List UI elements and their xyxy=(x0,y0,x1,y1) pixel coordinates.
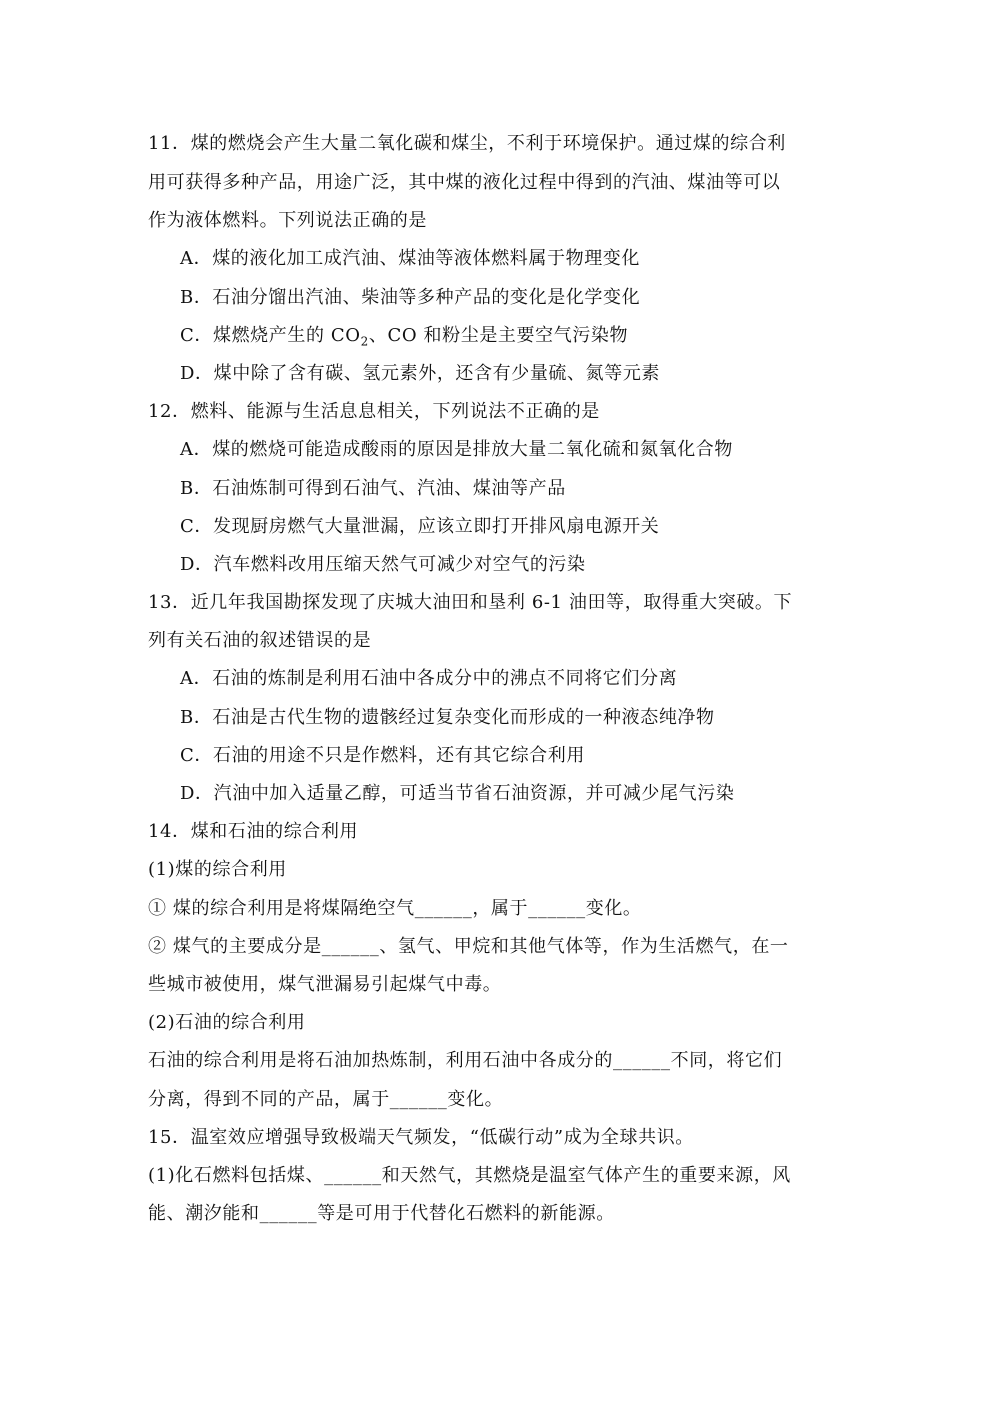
q14-part1-title: (1)煤的综合利用 xyxy=(148,859,287,880)
q14-part1-item-1: ① 煤的综合利用是将煤隔绝空气______，属于______变化。 xyxy=(148,898,642,919)
q12-option-c: C．发现厨房燃气大量泄漏，应该立即打开排风扇电源开关 xyxy=(180,516,660,537)
q11-option-b: B．石油分馏出汽油、柴油等多种产品的变化是化学变化 xyxy=(180,287,641,308)
q11-option-c-post: 、CO 和粉尘是主要空气污染物 xyxy=(368,325,629,346)
q11-stem-line-3: 作为液体燃料。下列说法正确的是 xyxy=(148,210,427,231)
q11-option-a: A．煤的液化加工成汽油、煤油等液体燃料属于物理变化 xyxy=(180,248,640,269)
q15-part1-line-1: (1)化石燃料包括煤、______和天然气，其燃烧是温室气体产生的重要来源，风 xyxy=(148,1165,791,1186)
q12-option-a: A．煤的燃烧可能造成酸雨的原因是排放大量二氧化硫和氮氧化合物 xyxy=(180,439,733,460)
q15-stem: 15．温室效应增强导致极端天气频发，“低碳行动”成为全球共识。 xyxy=(148,1127,694,1148)
q13-option-a: A．石油的炼制是利用石油中各成分中的沸点不同将它们分离 xyxy=(180,668,678,689)
q13-option-c: C．石油的用途不只是作燃料，还有其它综合利用 xyxy=(180,745,585,766)
q13-option-d: D．汽油中加入适量乙醇，可适当节省石油资源，并可减少尾气污染 xyxy=(180,783,735,804)
q11-stem-line-2: 用可获得多种产品，用途广泛，其中煤的液化过程中得到的汽油、煤油等可以 xyxy=(148,172,781,193)
q13-stem-line-1: 13．近几年我国勘探发现了庆城大油田和垦利 6-1 油田等，取得重大突破。下 xyxy=(148,592,793,613)
q11-option-c-pre: C．煤燃烧产生的 CO xyxy=(180,325,361,346)
q13-stem-line-2: 列有关石油的叙述错误的是 xyxy=(148,630,372,651)
q14-part2-line-2: 分离，得到不同的产品，属于______变化。 xyxy=(148,1089,504,1110)
q14-part1-item-2-line-2: 些城市被使用，煤气泄漏易引起煤气中毒。 xyxy=(148,974,502,995)
q11-option-c xyxy=(180,325,628,353)
q11-option-c-subscript: 2 xyxy=(360,334,369,349)
q14-part1-item-2-line-1: ② 煤气的主要成分是______、氢气、甲烷和其他气体等，作为生活燃气，在一 xyxy=(148,936,789,957)
q12-option-b: B．石油炼制可得到石油气、汽油、煤油等产品 xyxy=(180,478,566,499)
q12-option-d: D．汽车燃料改用压缩天然气可减少对空气的污染 xyxy=(180,554,586,575)
q13-option-b: B．石油是古代生物的遗骸经过复杂变化而形成的一种液态纯净物 xyxy=(180,707,715,728)
q14-part2-title: (2)石油的综合利用 xyxy=(148,1012,306,1033)
q14-part2-line-1: 石油的综合利用是将石油加热炼制，利用石油中各成分的______不同，将它们 xyxy=(148,1050,783,1071)
q11-stem-line-1: 11．煤的燃烧会产生大量二氧化碳和煤尘，不利于环境保护。通过煤的综合利 xyxy=(148,133,786,154)
q11-option-d: D．煤中除了含有碳、氢元素外，还含有少量硫、氮等元素 xyxy=(180,363,661,384)
q15-part1-line-2: 能、潮汐能和______等是可用于代替化石燃料的新能源。 xyxy=(148,1203,615,1224)
q12-stem: 12．燃料、能源与生活息息相关，下列说法不正确的是 xyxy=(148,401,600,422)
q14-stem: 14．煤和石油的综合利用 xyxy=(148,821,359,842)
